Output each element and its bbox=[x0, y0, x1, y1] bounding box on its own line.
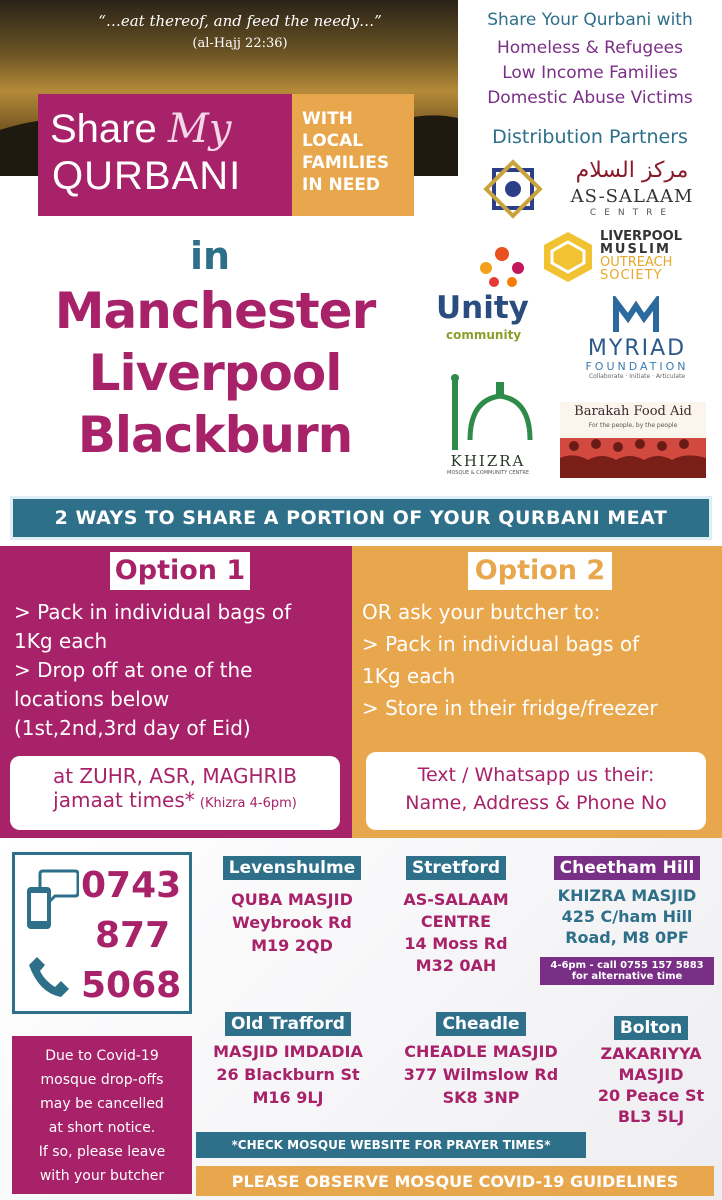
title-my: My bbox=[167, 106, 232, 152]
location-bolton bbox=[584, 1016, 718, 1140]
lmos-line: SOCIETY bbox=[600, 268, 663, 283]
khizra-sub: MOSQUE & COMMUNITY CENTRE bbox=[447, 470, 529, 476]
option1-title: Option 1 bbox=[114, 555, 246, 586]
ways-banner bbox=[10, 496, 712, 540]
as-salaam-arabic: مركز السلام bbox=[575, 158, 689, 183]
area-tag bbox=[225, 1012, 351, 1036]
option1-prayer-line: at ZUHR, ASR, MAGHRIB bbox=[52, 764, 298, 788]
check-website-text: *CHECK MOSQUE WEBSITE FOR PRAYER TIMES* bbox=[231, 1138, 551, 1152]
phone-number-line: 0743 bbox=[81, 865, 182, 906]
phone-number-line: 5068 bbox=[81, 965, 182, 1006]
barakah-logo bbox=[560, 402, 706, 478]
address-line: Road, M8 0PF bbox=[565, 928, 689, 947]
unity-name: Unity bbox=[436, 290, 529, 326]
guidelines-text: PLEASE OBSERVE MOSQUE COVID-19 GUIDELINES bbox=[231, 1171, 679, 1191]
address-line: Weybrook Rd bbox=[232, 913, 352, 932]
phone-number-line: 877 bbox=[95, 915, 171, 956]
mosque-name: CHEADLE MASJID bbox=[404, 1042, 558, 1061]
covid-line: may be cancelled bbox=[40, 1096, 164, 1112]
option1-panel bbox=[0, 546, 352, 838]
beneficiary-item: Homeless & Refugees bbox=[497, 38, 683, 58]
mosque-name: KHIZRA MASJID bbox=[557, 886, 697, 905]
covid-notice-box bbox=[12, 1036, 192, 1194]
as-salaam-sub: CENTRE bbox=[589, 208, 675, 218]
title-share: Share bbox=[50, 107, 157, 151]
mosque-icon bbox=[440, 370, 536, 454]
area-name: Cheadle bbox=[442, 1014, 520, 1034]
khizra-note-box bbox=[540, 957, 714, 985]
option2-line: > Store in their fridge/freezer bbox=[362, 696, 658, 720]
with-local-line: LOCAL bbox=[302, 131, 364, 151]
star-pattern-icon bbox=[482, 158, 544, 220]
covid-line: at short notice. bbox=[48, 1120, 156, 1136]
unity-sub: community bbox=[446, 328, 522, 342]
address-line: BL3 5LJ bbox=[617, 1107, 685, 1126]
address-line: M32 0AH bbox=[415, 956, 497, 975]
crowd-illustration-icon bbox=[560, 432, 706, 478]
barakah-tagline: For the people, by the people bbox=[588, 422, 678, 429]
lmos-line: LIVERPOOL bbox=[600, 229, 682, 244]
lmos-logo bbox=[540, 230, 720, 286]
covid-line: with your butcher bbox=[39, 1168, 165, 1184]
mosque-name: AS-SALAAM bbox=[403, 890, 509, 909]
address-line: MASJID bbox=[618, 1065, 684, 1084]
option1-jamaat: jamaat times* bbox=[53, 788, 195, 812]
location-cheetham-hill bbox=[540, 856, 714, 1002]
beneficiaries-heading: Share Your Qurbani with bbox=[487, 10, 693, 30]
as-salaam-name: AS-SALAAM bbox=[570, 186, 694, 207]
area-name: Stretford bbox=[411, 858, 501, 878]
area-tag bbox=[614, 1016, 688, 1040]
option1-line: locations below bbox=[14, 687, 170, 711]
khizra-name: KHIZRA bbox=[450, 452, 526, 470]
address-line: 14 Moss Rd bbox=[404, 934, 508, 953]
area-tag bbox=[406, 856, 506, 880]
area-name: Old Trafford bbox=[231, 1014, 345, 1034]
khizra-note-line: 4-6pm - call 0755 157 5883 bbox=[550, 960, 704, 971]
option1-line: (1st,2nd,3rd day of Eid) bbox=[14, 716, 251, 740]
phone-handset-icon bbox=[29, 955, 69, 997]
area-tag bbox=[436, 1012, 525, 1036]
cities-in: in bbox=[189, 234, 231, 278]
option2-contact-line: Name, Address & Phone No bbox=[405, 792, 667, 814]
with-local-line: FAMILIES bbox=[302, 153, 390, 173]
area-tag bbox=[223, 856, 361, 880]
option1-khizra-note: (Khizra 4-6pm) bbox=[199, 796, 297, 811]
city-name: Blackburn bbox=[77, 406, 353, 464]
guidelines-banner bbox=[196, 1166, 714, 1196]
myriad-logo bbox=[572, 296, 702, 382]
address-line: 425 C/ham Hill bbox=[561, 907, 693, 926]
covid-line: Due to Covid-19 bbox=[45, 1048, 159, 1064]
option2-line: > Pack in individual bags of bbox=[362, 632, 640, 656]
chat-phone-icon bbox=[23, 869, 79, 933]
check-website-banner bbox=[196, 1132, 586, 1158]
location-old-trafford bbox=[198, 1012, 378, 1122]
title-box bbox=[38, 94, 292, 216]
address-line: 20 Peace St bbox=[597, 1086, 705, 1105]
mosque-name: ZAKARIYYA bbox=[600, 1044, 702, 1063]
option2-title: Option 2 bbox=[474, 555, 606, 586]
address-line: M19 2QD bbox=[251, 936, 333, 955]
hexagon-icon bbox=[540, 230, 596, 284]
covid-line: If so, please leave bbox=[38, 1144, 166, 1160]
header-citation: (al-Hajj 22:36) bbox=[192, 36, 288, 51]
city-name: Liverpool bbox=[88, 344, 342, 402]
unity-logo bbox=[436, 244, 548, 344]
address-line: SK8 3NP bbox=[442, 1088, 520, 1107]
ways-banner-text: 2 WAYS TO SHARE A PORTION OF YOUR QURBANI MEAT bbox=[54, 507, 668, 529]
location-cheadle bbox=[384, 1012, 578, 1122]
mosque-name: QUBA MASJID bbox=[231, 890, 353, 909]
option2-line: 1Kg each bbox=[362, 664, 456, 688]
phone-box bbox=[12, 852, 192, 1014]
location-stretford bbox=[386, 856, 526, 986]
option1-line: 1Kg each bbox=[14, 629, 108, 653]
option2-contact-box bbox=[366, 752, 706, 830]
beneficiary-item: Domestic Abuse Victims bbox=[487, 88, 693, 108]
option2-line: OR ask your butcher to: bbox=[362, 600, 601, 624]
mosque-name: MASJID IMDADIA bbox=[213, 1042, 363, 1061]
covid-line: mosque drop-offs bbox=[40, 1072, 164, 1088]
option1-title-box bbox=[110, 552, 250, 590]
address-line: CENTRE bbox=[420, 912, 492, 931]
option2-title-box bbox=[468, 552, 612, 590]
beneficiary-item: Low Income Families bbox=[502, 63, 678, 83]
area-name: Levenshulme bbox=[228, 858, 356, 878]
area-name: Bolton bbox=[619, 1018, 683, 1038]
with-local-line: IN NEED bbox=[302, 175, 381, 195]
city-name: Manchester bbox=[54, 282, 376, 340]
area-tag bbox=[554, 856, 701, 880]
people-dots-icon bbox=[472, 244, 532, 294]
partners-heading: Distribution Partners bbox=[492, 126, 688, 148]
khizra-logo bbox=[440, 370, 536, 480]
title-qurbani: QURBANI bbox=[52, 154, 242, 198]
option1-prayer-box bbox=[10, 756, 340, 830]
barakah-name: Barakah Food Aid bbox=[574, 404, 692, 419]
myriad-name: MYRIAD bbox=[587, 336, 687, 361]
myriad-tagline: Collaborate · Initiate · Articulate bbox=[588, 373, 686, 380]
location-levenshulme bbox=[212, 856, 372, 986]
with-local-box bbox=[292, 94, 414, 216]
myriad-mark-icon bbox=[612, 296, 660, 336]
address-line: 377 Wilmslow Rd bbox=[403, 1065, 559, 1084]
as-salaam-logo bbox=[482, 158, 714, 224]
address-line: M16 9LJ bbox=[252, 1088, 324, 1107]
khizra-note-line: for alternative time bbox=[571, 971, 683, 982]
option2-contact-line: Text / Whatsapp us their: bbox=[417, 764, 655, 786]
header-quote: “…eat thereof, and feed the needy…” bbox=[98, 12, 382, 30]
address-line: 26 Blackburn St bbox=[216, 1065, 360, 1084]
option1-line: > Pack in individual bags of bbox=[14, 600, 292, 624]
option1-line: > Drop off at one of the bbox=[14, 658, 253, 682]
option2-panel bbox=[352, 546, 722, 838]
myriad-sub: FOUNDATION bbox=[585, 360, 689, 373]
with-local-line: WITH bbox=[302, 109, 353, 129]
lmos-line: MUSLIM bbox=[600, 242, 671, 257]
area-name: Cheetham Hill bbox=[559, 858, 695, 878]
lmos-line: OUTREACH bbox=[600, 255, 673, 270]
